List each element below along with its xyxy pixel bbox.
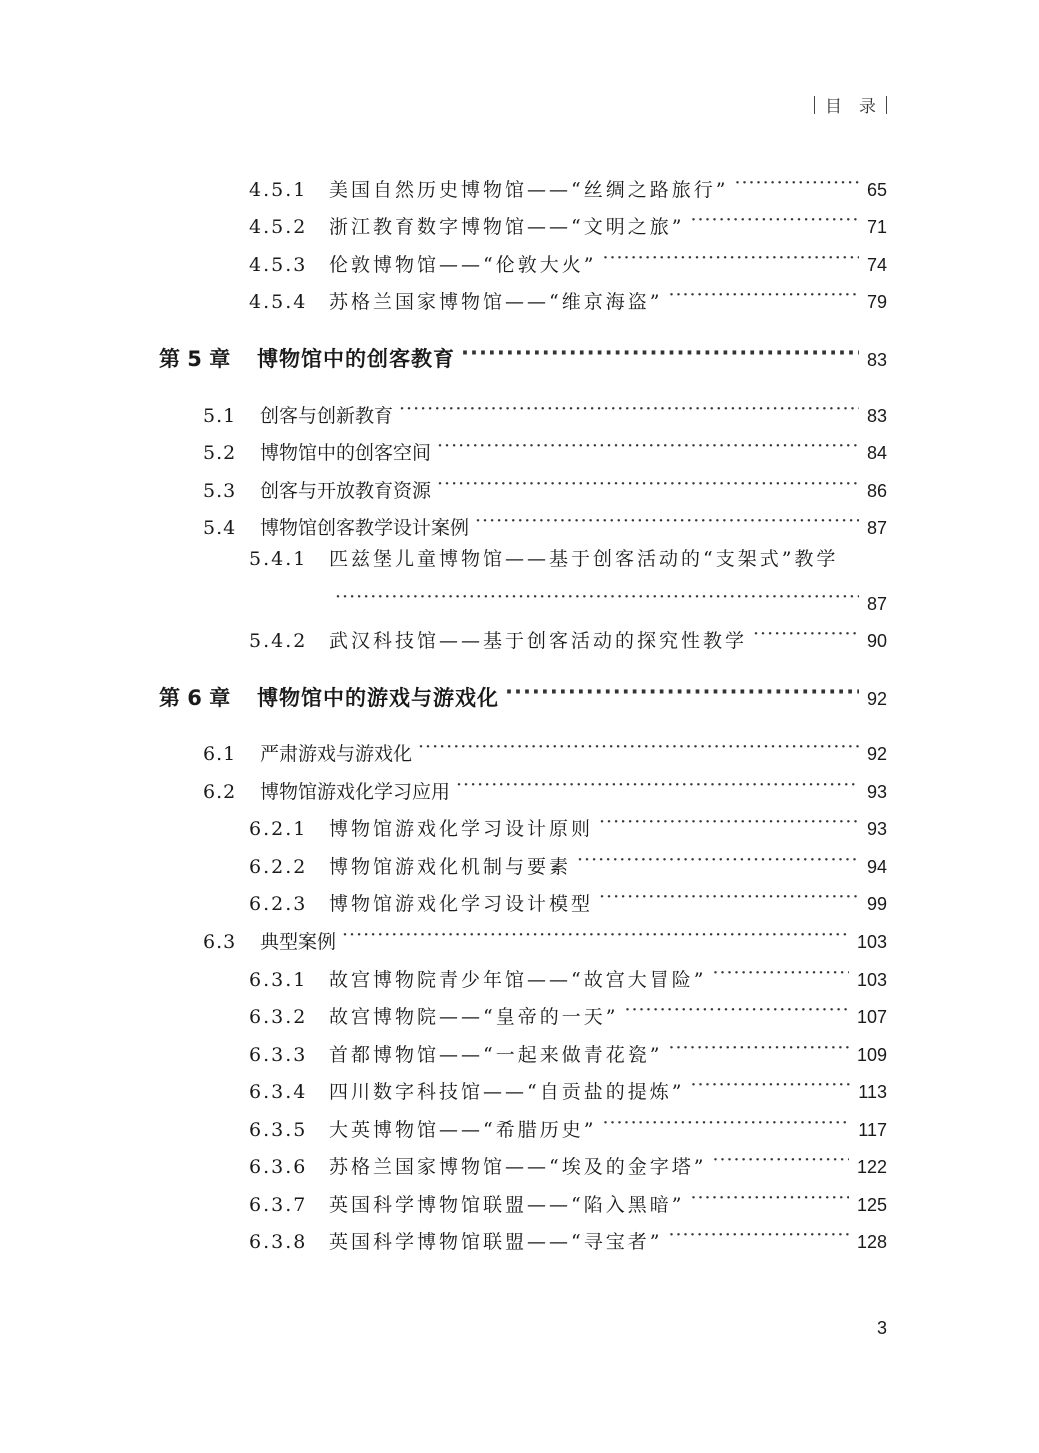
toc-entry-page: 92 bbox=[866, 744, 887, 764]
toc-entry-title: 苏格兰国家博物馆——“维京海盗” bbox=[329, 291, 663, 313]
dot-leader bbox=[602, 1110, 850, 1136]
dot-leader bbox=[668, 1035, 849, 1061]
dot-leader bbox=[342, 922, 849, 948]
toc-entry-number: 6.3.3 bbox=[249, 1044, 308, 1066]
toc-entry[interactable] bbox=[249, 1147, 887, 1178]
dot-leader bbox=[437, 471, 859, 497]
header-label: 目 录 bbox=[825, 97, 876, 117]
toc-entry-title: 博物馆创客教学设计案例 bbox=[260, 517, 470, 539]
toc-entry[interactable] bbox=[249, 170, 887, 201]
toc-entry-number: 4.5.3 bbox=[249, 254, 308, 276]
toc-entry-number: 6.3.5 bbox=[249, 1119, 308, 1141]
toc-entry[interactable] bbox=[249, 1110, 887, 1141]
toc-entry[interactable] bbox=[249, 997, 887, 1028]
toc-entry-number: 5.4.2 bbox=[249, 630, 308, 652]
toc-entry-number: 5.2 bbox=[203, 442, 237, 464]
toc-entry-title: 英国科学博物馆联盟——“陷入黑暗” bbox=[329, 1194, 685, 1216]
toc-entry-page: 113 bbox=[858, 1082, 887, 1102]
toc-entry[interactable] bbox=[159, 679, 887, 710]
toc-entry-page: 87 bbox=[866, 594, 887, 614]
toc-entry-page: 103 bbox=[856, 970, 887, 990]
toc-entry-page: 125 bbox=[856, 1195, 887, 1215]
dot-leader bbox=[505, 679, 859, 705]
toc-entry-page: 74 bbox=[866, 255, 887, 275]
toc-entry[interactable] bbox=[203, 508, 887, 539]
toc-entry-page: 87 bbox=[866, 518, 887, 538]
dot-leader bbox=[456, 772, 859, 798]
toc-entry[interactable] bbox=[249, 960, 887, 991]
header-rule-left bbox=[814, 96, 815, 114]
toc-entry-title: 匹兹堡儿童博物馆——基于创客活动的“支架式”教学 bbox=[329, 548, 839, 570]
toc-entry-title: 典型案例 bbox=[260, 931, 337, 953]
toc-entry-page: 79 bbox=[866, 292, 887, 312]
toc-entry-title: 美国自然历史博物馆——“丝绸之路旅行” bbox=[329, 179, 729, 201]
toc-entry-number: 6.3.4 bbox=[249, 1081, 308, 1103]
dot-leader bbox=[437, 433, 859, 459]
toc-entry-title: 苏格兰国家博物馆——“埃及的金字塔” bbox=[329, 1156, 707, 1178]
toc-entry-page: 103 bbox=[856, 932, 887, 952]
toc-entry[interactable] bbox=[249, 1185, 887, 1216]
toc-entry-number: 6.3.1 bbox=[249, 969, 308, 991]
dot-leader bbox=[602, 245, 859, 271]
toc-entry-number: 4.5.1 bbox=[249, 179, 308, 201]
dot-leader bbox=[690, 1185, 849, 1211]
toc-entry[interactable] bbox=[249, 546, 887, 572]
toc-entry-number: 4.5.2 bbox=[249, 216, 308, 238]
toc-entry-title: 博物馆游戏化学习设计模型 bbox=[329, 893, 594, 915]
toc-entry-page: 117 bbox=[858, 1120, 887, 1140]
toc-entry-page: 99 bbox=[866, 894, 887, 914]
dot-leader bbox=[399, 396, 859, 422]
toc-entry-page: 93 bbox=[866, 819, 887, 839]
toc-entry-title: 武汉科技馆——基于创客活动的探究性教学 bbox=[329, 630, 748, 652]
toc-entry-title: 四川数字科技馆——“自贡盐的提炼” bbox=[329, 1081, 685, 1103]
dot-leader bbox=[668, 1222, 849, 1248]
toc-entry-page: 83 bbox=[866, 350, 887, 370]
dot-leader bbox=[418, 734, 859, 760]
toc-entry-title: 英国科学博物馆联盟——“寻宝者” bbox=[329, 1231, 663, 1253]
toc-entry-title: 博物馆中的创客空间 bbox=[260, 442, 432, 464]
toc-entry[interactable] bbox=[249, 884, 887, 915]
dot-leader bbox=[599, 809, 859, 835]
toc-entry[interactable] bbox=[203, 772, 887, 803]
toc-entry[interactable] bbox=[159, 340, 887, 371]
toc-entry[interactable] bbox=[203, 922, 887, 953]
dot-leader bbox=[712, 960, 849, 986]
dot-leader bbox=[461, 340, 859, 366]
dot-leader bbox=[753, 621, 859, 647]
dot-leader bbox=[668, 282, 859, 308]
toc-entry-number: 5.4.1 bbox=[249, 548, 308, 570]
toc-entry-title: 浙江教育数字博物馆——“文明之旅” bbox=[329, 216, 685, 238]
toc-entry[interactable] bbox=[203, 433, 887, 464]
toc-entry[interactable] bbox=[249, 245, 887, 276]
toc-entry-number: 4.5.4 bbox=[249, 291, 308, 313]
toc-entry-number: 6.2.2 bbox=[249, 856, 308, 878]
toc-entry[interactable] bbox=[329, 584, 887, 614]
toc-entry-title: 故宫博物院——“皇帝的一天” bbox=[329, 1006, 619, 1028]
toc-entry-page: 107 bbox=[856, 1007, 887, 1027]
toc-entry-page: 122 bbox=[856, 1157, 887, 1177]
toc-entry-number: 6.3.6 bbox=[249, 1156, 308, 1178]
toc-entry-title: 博物馆中的游戏与游戏化 bbox=[257, 686, 499, 710]
toc-entry[interactable] bbox=[249, 207, 887, 238]
toc-entry-number: 5.1 bbox=[203, 405, 237, 427]
toc-entry-title: 严肃游戏与游戏化 bbox=[260, 743, 413, 765]
toc-entry-title: 大英博物馆——“希腊历史” bbox=[329, 1119, 597, 1141]
toc-entry-page: 90 bbox=[866, 631, 887, 651]
toc-entry-number: 第 5 章 bbox=[159, 347, 231, 371]
toc-entry-title: 故宫博物院青少年馆——“故宫大冒险” bbox=[329, 969, 707, 991]
toc-entry[interactable] bbox=[249, 1072, 887, 1103]
toc-entry-page: 94 bbox=[866, 857, 887, 877]
dot-leader bbox=[690, 207, 859, 233]
toc-entry-title: 创客与创新教育 bbox=[260, 405, 394, 427]
toc-entry-title: 首都博物馆——“一起来做青花瓷” bbox=[329, 1044, 663, 1066]
toc-entry-number: 6.2.3 bbox=[249, 893, 308, 915]
toc-entry-number: 5.3 bbox=[203, 480, 237, 502]
toc-entry[interactable] bbox=[249, 1035, 887, 1066]
dot-leader bbox=[599, 884, 859, 910]
toc-entry[interactable] bbox=[249, 847, 887, 878]
toc-entry-number: 5.4 bbox=[203, 517, 237, 539]
toc-entry[interactable] bbox=[249, 621, 887, 652]
toc-entry[interactable] bbox=[203, 471, 887, 502]
toc-entry[interactable] bbox=[249, 1222, 887, 1253]
toc-entry[interactable] bbox=[249, 809, 887, 840]
toc-entry[interactable] bbox=[203, 734, 887, 765]
toc-entry-page: 86 bbox=[866, 481, 887, 501]
toc-entry-number: 6.3.7 bbox=[249, 1194, 308, 1216]
toc-entry-title: 创客与开放教育资源 bbox=[260, 480, 432, 502]
toc-entry-title: 博物馆游戏化机制与要素 bbox=[329, 856, 572, 878]
dot-leader bbox=[690, 1072, 850, 1098]
dot-leader bbox=[712, 1147, 849, 1173]
toc-entry-number: 6.2 bbox=[203, 781, 237, 803]
toc-entry-page: 128 bbox=[856, 1232, 887, 1252]
toc-entry-page: 84 bbox=[866, 443, 887, 463]
dot-leader bbox=[577, 847, 859, 873]
toc-entry-number: 第 6 章 bbox=[159, 686, 231, 710]
running-header bbox=[814, 92, 887, 117]
toc-entry-page: 65 bbox=[866, 180, 887, 200]
toc-entry-page: 109 bbox=[856, 1045, 887, 1065]
page-number: 3 bbox=[876, 1318, 887, 1338]
header-rule-right bbox=[886, 96, 887, 114]
toc-entry[interactable] bbox=[203, 396, 887, 427]
toc-entry-title: 博物馆游戏化学习应用 bbox=[260, 781, 451, 803]
dot-leader bbox=[335, 584, 859, 610]
toc-entry-page: 93 bbox=[866, 782, 887, 802]
toc-entry-number: 6.3.8 bbox=[249, 1231, 308, 1253]
toc-entry-number: 6.3 bbox=[203, 931, 237, 953]
toc-entry-title: 伦敦博物馆——“伦敦大火” bbox=[329, 254, 597, 276]
dot-leader bbox=[624, 997, 849, 1023]
toc-entry-title: 博物馆中的创客教育 bbox=[257, 347, 455, 371]
toc-entry-title: 博物馆游戏化学习设计原则 bbox=[329, 818, 594, 840]
toc-entry-page: 83 bbox=[866, 406, 887, 426]
toc-entry-page: 92 bbox=[866, 689, 887, 709]
toc-entry[interactable] bbox=[249, 282, 887, 313]
toc-entry-page: 71 bbox=[866, 217, 887, 237]
dot-leader bbox=[734, 170, 859, 196]
dot-leader bbox=[475, 508, 859, 534]
toc-entry-number: 6.3.2 bbox=[249, 1006, 308, 1028]
toc-entry-number: 6.2.1 bbox=[249, 818, 308, 840]
toc-entry-number: 6.1 bbox=[203, 743, 237, 765]
